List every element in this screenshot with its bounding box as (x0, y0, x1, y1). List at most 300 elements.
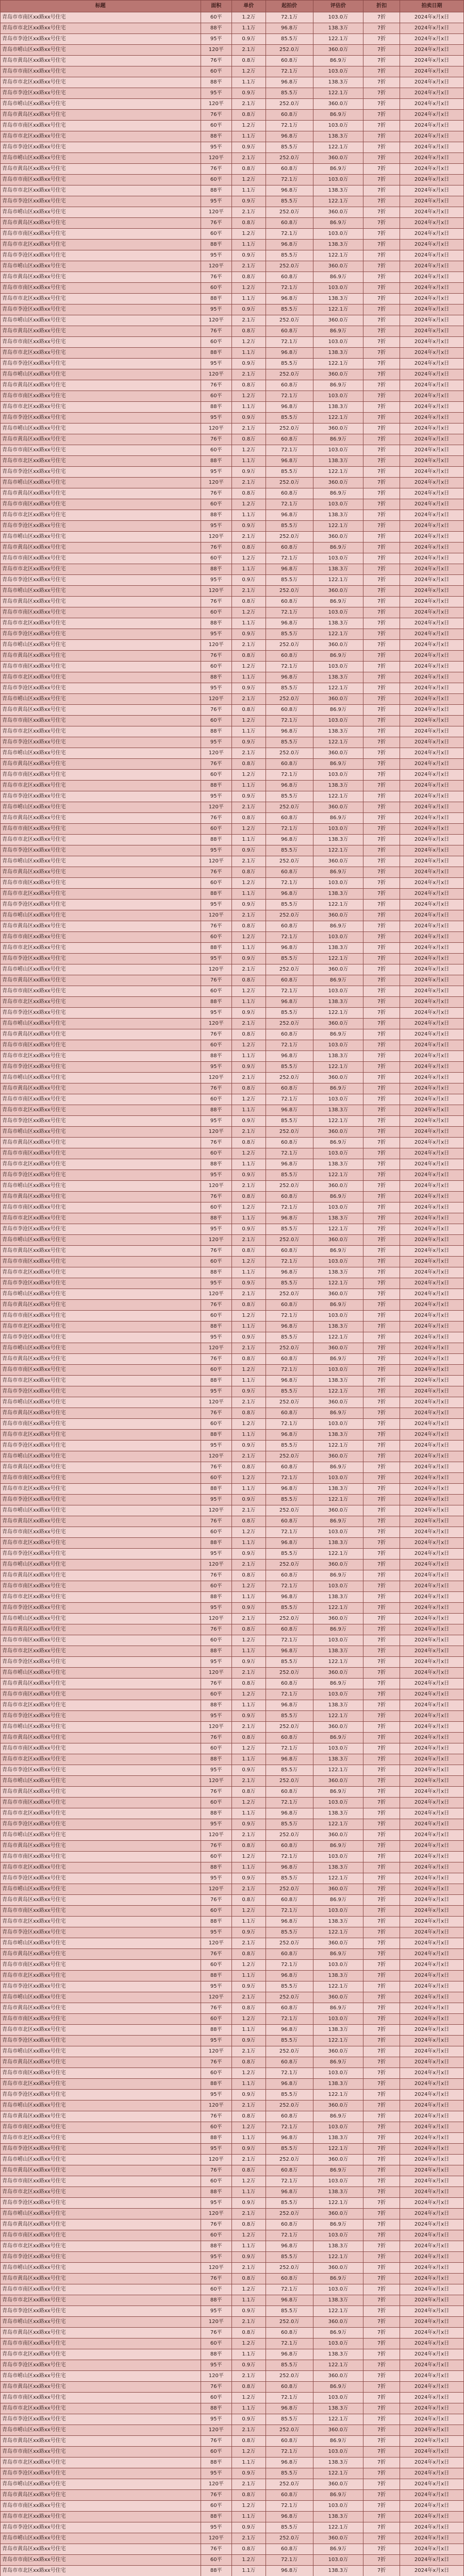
cell-title[interactable]: 青岛市崂山区xx路xx号住宅 (1, 2371, 201, 2382)
cell-title[interactable]: 青岛市崂山区xx路xx号住宅 (1, 1830, 201, 1841)
cell-title[interactable]: 青岛市市北区xx路xx号住宅 (1, 1376, 201, 1386)
cell-title[interactable]: 青岛市黄岛区xx路xx号住宅 (1, 272, 201, 283)
cell-title[interactable]: 青岛市崂山区xx路xx号住宅 (1, 1397, 201, 1408)
cell-title[interactable]: 青岛市市南区xx路xx号住宅 (1, 12, 201, 23)
cell-title[interactable]: 青岛市市北区xx路xx号住宅 (1, 1592, 201, 1603)
cell-title[interactable]: 青岛市崂山区xx路xx号住宅 (1, 1614, 201, 1624)
cell-date: 2024年x月x日 (400, 1311, 464, 1321)
cell-start: 72.1万 (266, 337, 313, 348)
cell-price: 2.1万 (231, 1776, 266, 1787)
cell-title[interactable]: 青岛市市北区xx路xx号住宅 (1, 348, 201, 359)
cell-title[interactable]: 青岛市市南区xx路xx号住宅 (1, 1906, 201, 1917)
cell-title[interactable]: 青岛市市南区xx路xx号住宅 (1, 1635, 201, 1646)
cell-title[interactable]: 青岛市李沧区xx路xx号住宅 (1, 1278, 201, 1289)
cell-title[interactable]: 青岛市黄岛区xx路xx号住宅 (1, 1138, 201, 1148)
cell-eval: 360.0万 (313, 1938, 363, 1949)
cell-title[interactable]: 青岛市市南区xx路xx号住宅 (1, 553, 201, 564)
cell-title[interactable]: 青岛市黄岛区xx路xx号住宅 (1, 813, 201, 824)
cell-title[interactable]: 青岛市黄岛区xx路xx号住宅 (1, 2111, 201, 2122)
cell-area: 88平 (201, 240, 231, 250)
cell-title[interactable]: 青岛市李沧区xx路xx号住宅 (1, 2468, 201, 2479)
cell-title[interactable]: 青岛市市南区xx路xx号住宅 (1, 1094, 201, 1105)
cell-eval: 103.0万 (313, 391, 363, 402)
cell-title[interactable]: 青岛市李沧区xx路xx号住宅 (1, 1224, 201, 1235)
cell-eval: 103.0万 (313, 499, 363, 510)
table-row (1, 445, 464, 456)
cell-title[interactable]: 青岛市崂山区xx路xx号住宅 (1, 1181, 201, 1192)
cell-title[interactable]: 青岛市市南区xx路xx号住宅 (1, 1798, 201, 1808)
cell-title[interactable]: 青岛市黄岛区xx路xx号住宅 (1, 2544, 201, 2555)
cell-disc: 7折 (363, 294, 400, 304)
cell-title[interactable]: 青岛市市南区xx路xx号住宅 (1, 1202, 201, 1213)
cell-title[interactable]: 青岛市李沧区xx路xx号住宅 (1, 2360, 201, 2371)
cell-title[interactable]: 青岛市李沧区xx路xx号住宅 (1, 954, 201, 964)
cell-title[interactable]: 青岛市市南区xx路xx号住宅 (1, 229, 201, 240)
cell-title[interactable]: 青岛市崂山区xx路xx号住宅 (1, 1343, 201, 1354)
cell-title[interactable]: 青岛市市南区xx路xx号住宅 (1, 1689, 201, 1700)
cell-disc: 7折 (363, 1321, 400, 1332)
cell-title[interactable]: 青岛市崂山区xx路xx号住宅 (1, 640, 201, 651)
cell-title[interactable]: 青岛市黄岛区xx路xx号住宅 (1, 56, 201, 66)
cell-title[interactable]: 青岛市市北区xx路xx号住宅 (1, 997, 201, 1008)
cell-title[interactable]: 青岛市市南区xx路xx号住宅 (1, 1473, 201, 1484)
cell-title[interactable]: 青岛市黄岛区xx路xx号住宅 (1, 2490, 201, 2501)
cell-date: 2024年x月x日 (400, 196, 464, 207)
cell-title[interactable]: 青岛市市南区xx路xx号住宅 (1, 607, 201, 618)
cell-title[interactable]: 青岛市崂山区xx路xx号住宅 (1, 802, 201, 813)
cell-title[interactable]: 青岛市市南区xx路xx号住宅 (1, 2501, 201, 2512)
cell-price: 1.1万 (231, 1592, 266, 1603)
cell-title[interactable]: 青岛市市北区xx路xx号住宅 (1, 77, 201, 88)
cell-price: 0.8万 (231, 2219, 266, 2230)
cell-title[interactable]: 青岛市市北区xx路xx号住宅 (1, 1484, 201, 1495)
cell-title[interactable]: 青岛市市南区xx路xx号住宅 (1, 1419, 201, 1430)
cell-title[interactable]: 青岛市崂山区xx路xx号住宅 (1, 1722, 201, 1733)
cell-date: 2024年x月x日 (400, 997, 464, 1008)
cell-title[interactable]: 青岛市黄岛区xx路xx号住宅 (1, 1083, 201, 1094)
cell-title[interactable]: 青岛市市北区xx路xx号住宅 (1, 2458, 201, 2468)
cell-title[interactable]: 青岛市崂山区xx路xx号住宅 (1, 2425, 201, 2436)
cell-title[interactable]: 青岛市李沧区xx路xx号住宅 (1, 467, 201, 478)
cell-title[interactable]: 青岛市崂山区xx路xx号住宅 (1, 45, 201, 56)
cell-title[interactable]: 青岛市市北区xx路xx号住宅 (1, 1700, 201, 1711)
cell-title[interactable]: 青岛市李沧区xx路xx号住宅 (1, 34, 201, 45)
cell-title[interactable]: 青岛市李沧区xx路xx号住宅 (1, 1711, 201, 1722)
cell-title[interactable]: 青岛市李沧区xx路xx号住宅 (1, 1657, 201, 1668)
cell-title[interactable]: 青岛市黄岛区xx路xx号住宅 (1, 164, 201, 175)
cell-title[interactable]: 青岛市市北区xx路xx号住宅 (1, 2349, 201, 2360)
cell-date: 2024年x月x日 (400, 1235, 464, 1246)
cell-title[interactable]: 青岛市黄岛区xx路xx号住宅 (1, 380, 201, 391)
cell-title[interactable]: 青岛市李沧区xx路xx号住宅 (1, 1332, 201, 1343)
cell-title[interactable]: 青岛市崂山区xx路xx号住宅 (1, 910, 201, 921)
cell-title[interactable]: 青岛市市北区xx路xx号住宅 (1, 781, 201, 791)
cell-title[interactable]: 青岛市崂山区xx路xx号住宅 (1, 2317, 201, 2328)
cell-title[interactable]: 青岛市李沧区xx路xx号住宅 (1, 629, 201, 640)
cell-area: 60平 (201, 175, 231, 185)
cell-price: 0.8万 (231, 543, 266, 553)
cell-title[interactable]: 青岛市崂山区xx路xx号住宅 (1, 1668, 201, 1679)
cell-title[interactable]: 青岛市崂山区xx路xx号住宅 (1, 261, 201, 272)
cell-title[interactable]: 青岛市市南区xx路xx号住宅 (1, 2068, 201, 2079)
cell-title[interactable]: 青岛市市北区xx路xx号住宅 (1, 1808, 201, 1819)
cell-title[interactable]: 青岛市市北区xx路xx号住宅 (1, 2133, 201, 2144)
table-row (1, 1971, 464, 1981)
cell-title[interactable]: 青岛市黄岛区xx路xx号住宅 (1, 1300, 201, 1311)
cell-title[interactable]: 青岛市崂山区xx路xx号住宅 (1, 964, 201, 975)
cell-title[interactable]: 青岛市市南区xx路xx号住宅 (1, 1311, 201, 1321)
cell-title[interactable]: 青岛市市北区xx路xx号住宅 (1, 2079, 201, 2090)
cell-title[interactable]: 青岛市崂山区xx路xx号住宅 (1, 1451, 201, 1462)
cell-title[interactable]: 青岛市市北区xx路xx号住宅 (1, 1754, 201, 1765)
cell-title[interactable]: 青岛市李沧区xx路xx号住宅 (1, 1927, 201, 1938)
cell-disc: 7折 (363, 802, 400, 813)
cell-title[interactable]: 青岛市市南区xx路xx号住宅 (1, 66, 201, 77)
cell-title[interactable]: 青岛市崂山区xx路xx号住宅 (1, 586, 201, 597)
cell-title[interactable]: 青岛市崂山区xx路xx号住宅 (1, 478, 201, 488)
cell-title[interactable]: 青岛市市南区xx路xx号住宅 (1, 121, 201, 131)
cell-title[interactable]: 青岛市市南区xx路xx号住宅 (1, 2447, 201, 2458)
cell-title[interactable]: 青岛市黄岛区xx路xx号住宅 (1, 1624, 201, 1635)
cell-title[interactable]: 青岛市李沧区xx路xx号住宅 (1, 2306, 201, 2317)
cell-title[interactable]: 青岛市黄岛区xx路xx号住宅 (1, 1733, 201, 1743)
cell-date: 2024年x月x日 (400, 2090, 464, 2100)
cell-title[interactable]: 青岛市市北区xx路xx号住宅 (1, 2187, 201, 2198)
cell-title[interactable]: 青岛市市北区xx路xx号住宅 (1, 1538, 201, 1549)
cell-title[interactable]: 青岛市黄岛区xx路xx号住宅 (1, 2382, 201, 2393)
cell-title[interactable]: 青岛市黄岛区xx路xx号住宅 (1, 2057, 201, 2068)
cell-title[interactable]: 青岛市李沧区xx路xx号住宅 (1, 791, 201, 802)
cell-title[interactable]: 青岛市市北区xx路xx号住宅 (1, 23, 201, 34)
cell-title[interactable]: 青岛市市南区xx路xx号住宅 (1, 662, 201, 672)
table-row (1, 1267, 464, 1278)
cell-title[interactable]: 青岛市黄岛区xx路xx号住宅 (1, 759, 201, 770)
cell-title[interactable]: 青岛市崂山区xx路xx号住宅 (1, 532, 201, 543)
cell-title[interactable]: 青岛市市南区xx路xx号住宅 (1, 1365, 201, 1376)
cell-title[interactable]: 青岛市市北区xx路xx号住宅 (1, 2512, 201, 2522)
cell-title[interactable]: 青岛市市南区xx路xx号住宅 (1, 1257, 201, 1267)
cell-title[interactable]: 青岛市黄岛区xx路xx号住宅 (1, 1787, 201, 1798)
cell-disc: 7折 (363, 2295, 400, 2306)
cell-start: 60.8万 (266, 1029, 313, 1040)
cell-title[interactable]: 青岛市黄岛区xx路xx号住宅 (1, 1029, 201, 1040)
cell-title[interactable]: 青岛市市北区xx路xx号住宅 (1, 240, 201, 250)
cell-area: 88平 (201, 2133, 231, 2144)
cell-title[interactable]: 青岛市李沧区xx路xx号住宅 (1, 413, 201, 423)
cell-title[interactable]: 青岛市李沧区xx路xx号住宅 (1, 1062, 201, 1073)
cell-title[interactable]: 青岛市市南区xx路xx号住宅 (1, 1040, 201, 1051)
cell-area: 60平 (201, 1094, 231, 1105)
cell-title[interactable]: 青岛市市南区xx路xx号住宅 (1, 337, 201, 348)
cell-title[interactable]: 青岛市黄岛区xx路xx号住宅 (1, 2165, 201, 2176)
cell-title[interactable]: 青岛市李沧区xx路xx号住宅 (1, 1386, 201, 1397)
cell-disc: 7折 (363, 2198, 400, 2209)
cell-title[interactable]: 青岛市崂山区xx路xx号住宅 (1, 748, 201, 759)
cell-title[interactable]: 青岛市黄岛区xx路xx号住宅 (1, 2328, 201, 2338)
cell-title[interactable]: 青岛市黄岛区xx路xx号住宅 (1, 975, 201, 986)
cell-title[interactable]: 青岛市黄岛区xx路xx号住宅 (1, 921, 201, 932)
cell-title[interactable]: 青岛市市南区xx路xx号住宅 (1, 1527, 201, 1538)
cell-price: 0.8万 (231, 975, 266, 986)
cell-title[interactable]: 青岛市市南区xx路xx号住宅 (1, 445, 201, 456)
cell-title[interactable]: 青岛市李沧区xx路xx号住宅 (1, 2144, 201, 2155)
cell-title[interactable]: 青岛市崂山区xx路xx号住宅 (1, 2533, 201, 2544)
cell-title[interactable]: 青岛市李沧区xx路xx号住宅 (1, 304, 201, 315)
cell-title[interactable]: 青岛市市南区xx路xx号住宅 (1, 175, 201, 185)
cell-date: 2024年x月x日 (400, 77, 464, 88)
cell-title[interactable]: 青岛市市北区xx路xx号住宅 (1, 889, 201, 900)
cell-title[interactable]: 青岛市黄岛区xx路xx号住宅 (1, 1408, 201, 1419)
cell-title[interactable]: 青岛市市北区xx路xx号住宅 (1, 1971, 201, 1981)
cell-title[interactable]: 青岛市李沧区xx路xx号住宅 (1, 1873, 201, 1884)
cell-title[interactable]: 青岛市市南区xx路xx号住宅 (1, 2122, 201, 2133)
cell-title[interactable]: 青岛市市南区xx路xx号住宅 (1, 770, 201, 781)
cell-title[interactable]: 青岛市崂山区xx路xx号住宅 (1, 1073, 201, 1083)
cell-title[interactable]: 青岛市市南区xx路xx号住宅 (1, 878, 201, 889)
cell-title[interactable]: 青岛市李沧区xx路xx号住宅 (1, 1765, 201, 1776)
cell-title[interactable]: 青岛市市北区xx路xx号住宅 (1, 456, 201, 467)
cell-title[interactable]: 青岛市黄岛区xx路xx号住宅 (1, 651, 201, 662)
cell-title[interactable]: 青岛市市北区xx路xx号住宅 (1, 1321, 201, 1332)
cell-title[interactable]: 青岛市崂山区xx路xx号住宅 (1, 856, 201, 867)
cell-title[interactable]: 青岛市李沧区xx路xx号住宅 (1, 2522, 201, 2533)
cell-title[interactable]: 青岛市崂山区xx路xx号住宅 (1, 1019, 201, 1029)
cell-area: 120平 (201, 45, 231, 56)
cell-title[interactable]: 青岛市市北区xx路xx号住宅 (1, 1862, 201, 1873)
cell-title[interactable]: 青岛市崂山区xx路xx号住宅 (1, 423, 201, 434)
cell-title[interactable]: 青岛市黄岛区xx路xx号住宅 (1, 1354, 201, 1365)
cell-title[interactable]: 青岛市市南区xx路xx号住宅 (1, 1743, 201, 1754)
cell-price: 1.2万 (231, 1040, 266, 1051)
cell-title[interactable]: 青岛市李沧区xx路xx号住宅 (1, 1819, 201, 1830)
cell-title[interactable]: 青岛市市南区xx路xx号住宅 (1, 716, 201, 726)
cell-price: 0.8万 (231, 2165, 266, 2176)
cell-title[interactable]: 青岛市市北区xx路xx号住宅 (1, 672, 201, 683)
cell-title[interactable]: 青岛市崂山区xx路xx号住宅 (1, 1289, 201, 1300)
cell-title[interactable]: 青岛市李沧区xx路xx号住宅 (1, 142, 201, 153)
cell-area: 120平 (201, 2317, 231, 2328)
cell-title[interactable]: 青岛市市南区xx路xx号住宅 (1, 1148, 201, 1159)
cell-disc: 7折 (363, 1278, 400, 1289)
cell-title[interactable]: 青岛市崂山区xx路xx号住宅 (1, 315, 201, 326)
cell-title[interactable]: 青岛市李沧区xx路xx号住宅 (1, 2090, 201, 2100)
cell-title[interactable]: 青岛市李沧区xx路xx号住宅 (1, 250, 201, 261)
cell-title[interactable]: 青岛市崂山区xx路xx号住宅 (1, 1884, 201, 1895)
cell-title[interactable]: 青岛市黄岛区xx路xx号住宅 (1, 326, 201, 337)
cell-area: 88平 (201, 2025, 231, 2036)
table-row (1, 1624, 464, 1635)
cell-title[interactable]: 青岛市崂山区xx路xx号住宅 (1, 1776, 201, 1787)
cell-title[interactable]: 青岛市黄岛区xx路xx号住宅 (1, 488, 201, 499)
cell-title[interactable]: 青岛市李沧区xx路xx号住宅 (1, 2036, 201, 2046)
cell-title[interactable]: 青岛市崂山区xx路xx号住宅 (1, 2100, 201, 2111)
cell-area: 88平 (201, 348, 231, 359)
cell-title[interactable]: 青岛市黄岛区xx路xx号住宅 (1, 1679, 201, 1689)
cell-price: 0.9万 (231, 1873, 266, 1884)
cell-title[interactable]: 青岛市市南区xx路xx号住宅 (1, 499, 201, 510)
cell-title[interactable]: 青岛市市北区xx路xx号住宅 (1, 726, 201, 737)
cell-title[interactable]: 青岛市黄岛区xx路xx号住宅 (1, 1462, 201, 1473)
cell-title[interactable]: 青岛市市南区xx路xx号住宅 (1, 1960, 201, 1971)
cell-area: 120平 (201, 1343, 231, 1354)
cell-title[interactable]: 青岛市市北区xx路xx号住宅 (1, 1267, 201, 1278)
cell-title[interactable]: 青岛市市北区xx路xx号住宅 (1, 564, 201, 575)
cell-title[interactable]: 青岛市黄岛区xx路xx号住宅 (1, 434, 201, 445)
cell-title[interactable]: 青岛市市南区xx路xx号住宅 (1, 2555, 201, 2566)
cell-title[interactable]: 青岛市市南区xx路xx号住宅 (1, 986, 201, 997)
cell-title[interactable]: 青岛市市南区xx路xx号住宅 (1, 391, 201, 402)
cell-title[interactable]: 青岛市李沧区xx路xx号住宅 (1, 1008, 201, 1019)
cell-title[interactable]: 青岛市崂山区xx路xx号住宅 (1, 694, 201, 705)
cell-area: 120平 (201, 2425, 231, 2436)
cell-title[interactable]: 青岛市崂山区xx路xx号住宅 (1, 207, 201, 218)
cell-title[interactable]: 青岛市崂山区xx路xx号住宅 (1, 153, 201, 164)
cell-price: 1.2万 (231, 1635, 266, 1646)
cell-title[interactable]: 青岛市市北区xx路xx号住宅 (1, 2295, 201, 2306)
cell-start: 72.1万 (266, 121, 313, 131)
cell-area: 60平 (201, 229, 231, 240)
cell-title[interactable]: 青岛市崂山区xx路xx号住宅 (1, 2046, 201, 2057)
cell-title[interactable]: 青岛市市北区xx路xx号住宅 (1, 1105, 201, 1116)
cell-title[interactable]: 青岛市市北区xx路xx号住宅 (1, 1646, 201, 1657)
cell-title[interactable]: 青岛市黄岛区xx路xx号住宅 (1, 1246, 201, 1257)
cell-title[interactable]: 青岛市李沧区xx路xx号住宅 (1, 1603, 201, 1614)
cell-price: 0.8万 (231, 651, 266, 662)
cell-title[interactable]: 青岛市市南区xx路xx号住宅 (1, 2393, 201, 2403)
cell-title[interactable]: 青岛市黄岛区xx路xx号住宅 (1, 2274, 201, 2284)
cell-area: 95平 (201, 845, 231, 856)
cell-title[interactable]: 青岛市黄岛区xx路xx号住宅 (1, 1949, 201, 1960)
cell-disc: 7折 (363, 1614, 400, 1624)
cell-title[interactable]: 青岛市黄岛区xx路xx号住宅 (1, 1570, 201, 1581)
cell-title[interactable]: 青岛市市南区xx路xx号住宅 (1, 2338, 201, 2349)
cell-title[interactable]: 青岛市市南区xx路xx号住宅 (1, 2176, 201, 2187)
cell-start: 60.8万 (266, 651, 313, 662)
cell-date: 2024年x月x日 (400, 45, 464, 56)
cell-title[interactable]: 青岛市崂山区xx路xx号住宅 (1, 2209, 201, 2219)
cell-title[interactable]: 青岛市李沧区xx路xx号住宅 (1, 521, 201, 532)
cell-price: 0.9万 (231, 1765, 266, 1776)
cell-title[interactable]: 青岛市李沧区xx路xx号住宅 (1, 2198, 201, 2209)
cell-title[interactable]: 青岛市市北区xx路xx号住宅 (1, 1051, 201, 1062)
header-disc: 折扣 (363, 1, 400, 12)
cell-title[interactable]: 青岛市李沧区xx路xx号住宅 (1, 196, 201, 207)
cell-title[interactable]: 青岛市市北区xx路xx号住宅 (1, 510, 201, 521)
cell-title[interactable]: 青岛市市北区xx路xx号住宅 (1, 2025, 201, 2036)
cell-title[interactable]: 青岛市市北区xx路xx号住宅 (1, 185, 201, 196)
cell-title[interactable]: 青岛市李沧区xx路xx号住宅 (1, 88, 201, 99)
cell-title[interactable]: 青岛市市北区xx路xx号住宅 (1, 402, 201, 413)
cell-title[interactable]: 青岛市市南区xx路xx号住宅 (1, 2284, 201, 2295)
cell-eval: 360.0万 (313, 315, 363, 326)
table-row (1, 1787, 464, 1798)
cell-title[interactable]: 青岛市黄岛区xx路xx号住宅 (1, 1841, 201, 1852)
cell-title[interactable]: 青岛市市南区xx路xx号住宅 (1, 283, 201, 294)
cell-title[interactable]: 青岛市李沧区xx路xx号住宅 (1, 683, 201, 694)
cell-date: 2024年x月x日 (400, 1581, 464, 1592)
cell-title[interactable]: 青岛市李沧区xx路xx号住宅 (1, 359, 201, 369)
cell-title[interactable]: 青岛市市北区xx路xx号住宅 (1, 2566, 201, 2576)
cell-disc: 7折 (363, 748, 400, 759)
cell-title[interactable]: 青岛市黄岛区xx路xx号住宅 (1, 597, 201, 607)
cell-title[interactable]: 青岛市李沧区xx路xx号住宅 (1, 845, 201, 856)
cell-title[interactable]: 青岛市市南区xx路xx号住宅 (1, 2014, 201, 2025)
cell-title[interactable]: 青岛市崂山区xx路xx号住宅 (1, 99, 201, 110)
cell-date: 2024年x月x日 (400, 845, 464, 856)
cell-start: 72.1万 (266, 553, 313, 564)
cell-area: 60平 (201, 1743, 231, 1754)
cell-title[interactable]: 青岛市黄岛区xx路xx号住宅 (1, 867, 201, 878)
cell-title[interactable]: 青岛市市北区xx路xx号住宅 (1, 1917, 201, 1927)
cell-title[interactable]: 青岛市李沧区xx路xx号住宅 (1, 1981, 201, 1992)
cell-title[interactable]: 青岛市市北区xx路xx号住宅 (1, 2241, 201, 2252)
cell-title[interactable]: 青岛市李沧区xx路xx号住宅 (1, 1116, 201, 1127)
cell-title[interactable]: 青岛市李沧区xx路xx号住宅 (1, 575, 201, 586)
cell-title[interactable]: 青岛市崂山区xx路xx号住宅 (1, 1127, 201, 1138)
cell-title[interactable]: 青岛市市北区xx路xx号住宅 (1, 835, 201, 845)
cell-title[interactable]: 青岛市黄岛区xx路xx号住宅 (1, 705, 201, 716)
cell-title[interactable]: 青岛市市北区xx路xx号住宅 (1, 294, 201, 304)
cell-area: 60平 (201, 2122, 231, 2133)
cell-title[interactable]: 青岛市崂山区xx路xx号住宅 (1, 1938, 201, 1949)
cell-title[interactable]: 青岛市李沧区xx路xx号住宅 (1, 1549, 201, 1560)
cell-title[interactable]: 青岛市黄岛区xx路xx号住宅 (1, 543, 201, 553)
cell-title[interactable]: 青岛市市南区xx路xx号住宅 (1, 2230, 201, 2241)
cell-title[interactable]: 青岛市李沧区xx路xx号住宅 (1, 1440, 201, 1451)
cell-title[interactable]: 青岛市市北区xx路xx号住宅 (1, 943, 201, 954)
cell-title[interactable]: 青岛市崂山区xx路xx号住宅 (1, 1560, 201, 1570)
cell-title[interactable]: 青岛市李沧区xx路xx号住宅 (1, 1170, 201, 1181)
cell-title[interactable]: 青岛市黄岛区xx路xx号住宅 (1, 2436, 201, 2447)
cell-area: 76平 (201, 2490, 231, 2501)
cell-title[interactable]: 青岛市黄岛区xx路xx号住宅 (1, 2219, 201, 2230)
cell-title[interactable]: 青岛市崂山区xx路xx号住宅 (1, 1505, 201, 1516)
cell-title[interactable]: 青岛市崂山区xx路xx号住宅 (1, 2155, 201, 2165)
cell-disc: 7折 (363, 467, 400, 478)
cell-title[interactable]: 青岛市黄岛区xx路xx号住宅 (1, 218, 201, 229)
cell-title[interactable]: 青岛市市南区xx路xx号住宅 (1, 1581, 201, 1592)
cell-title[interactable]: 青岛市李沧区xx路xx号住宅 (1, 1495, 201, 1505)
cell-title[interactable]: 青岛市黄岛区xx路xx号住宅 (1, 1895, 201, 1906)
cell-title[interactable]: 青岛市黄岛区xx路xx号住宅 (1, 110, 201, 121)
cell-title[interactable]: 青岛市李沧区xx路xx号住宅 (1, 2252, 201, 2263)
cell-title[interactable]: 青岛市黄岛区xx路xx号住宅 (1, 1516, 201, 1527)
cell-title[interactable]: 青岛市市南区xx路xx号住宅 (1, 1852, 201, 1862)
cell-eval: 138.3万 (313, 1971, 363, 1981)
cell-title[interactable]: 青岛市市南区xx路xx号住宅 (1, 824, 201, 835)
cell-title[interactable]: 青岛市市北区xx路xx号住宅 (1, 1159, 201, 1170)
cell-title[interactable]: 青岛市黄岛区xx路xx号住宅 (1, 1192, 201, 1202)
cell-title[interactable]: 青岛市崂山区xx路xx号住宅 (1, 369, 201, 380)
cell-title[interactable]: 青岛市市南区xx路xx号住宅 (1, 932, 201, 943)
cell-disc: 7折 (363, 207, 400, 218)
cell-title[interactable]: 青岛市市北区xx路xx号住宅 (1, 1430, 201, 1440)
cell-title[interactable]: 青岛市李沧区xx路xx号住宅 (1, 737, 201, 748)
cell-title[interactable]: 青岛市崂山区xx路xx号住宅 (1, 2263, 201, 2274)
cell-title[interactable]: 青岛市李沧区xx路xx号住宅 (1, 2414, 201, 2425)
cell-title[interactable]: 青岛市李沧区xx路xx号住宅 (1, 900, 201, 910)
cell-title[interactable]: 青岛市市北区xx路xx号住宅 (1, 1213, 201, 1224)
cell-title[interactable]: 青岛市黄岛区xx路xx号住宅 (1, 2003, 201, 2014)
cell-title[interactable]: 青岛市崂山区xx路xx号住宅 (1, 2479, 201, 2490)
cell-title[interactable]: 青岛市市北区xx路xx号住宅 (1, 618, 201, 629)
cell-eval: 122.1万 (313, 1657, 363, 1668)
cell-disc: 7折 (363, 56, 400, 66)
cell-title[interactable]: 青岛市市北区xx路xx号住宅 (1, 131, 201, 142)
cell-title[interactable]: 青岛市崂山区xx路xx号住宅 (1, 1992, 201, 2003)
cell-title[interactable]: 青岛市市北区xx路xx号住宅 (1, 2403, 201, 2414)
cell-title[interactable]: 青岛市崂山区xx路xx号住宅 (1, 1235, 201, 1246)
